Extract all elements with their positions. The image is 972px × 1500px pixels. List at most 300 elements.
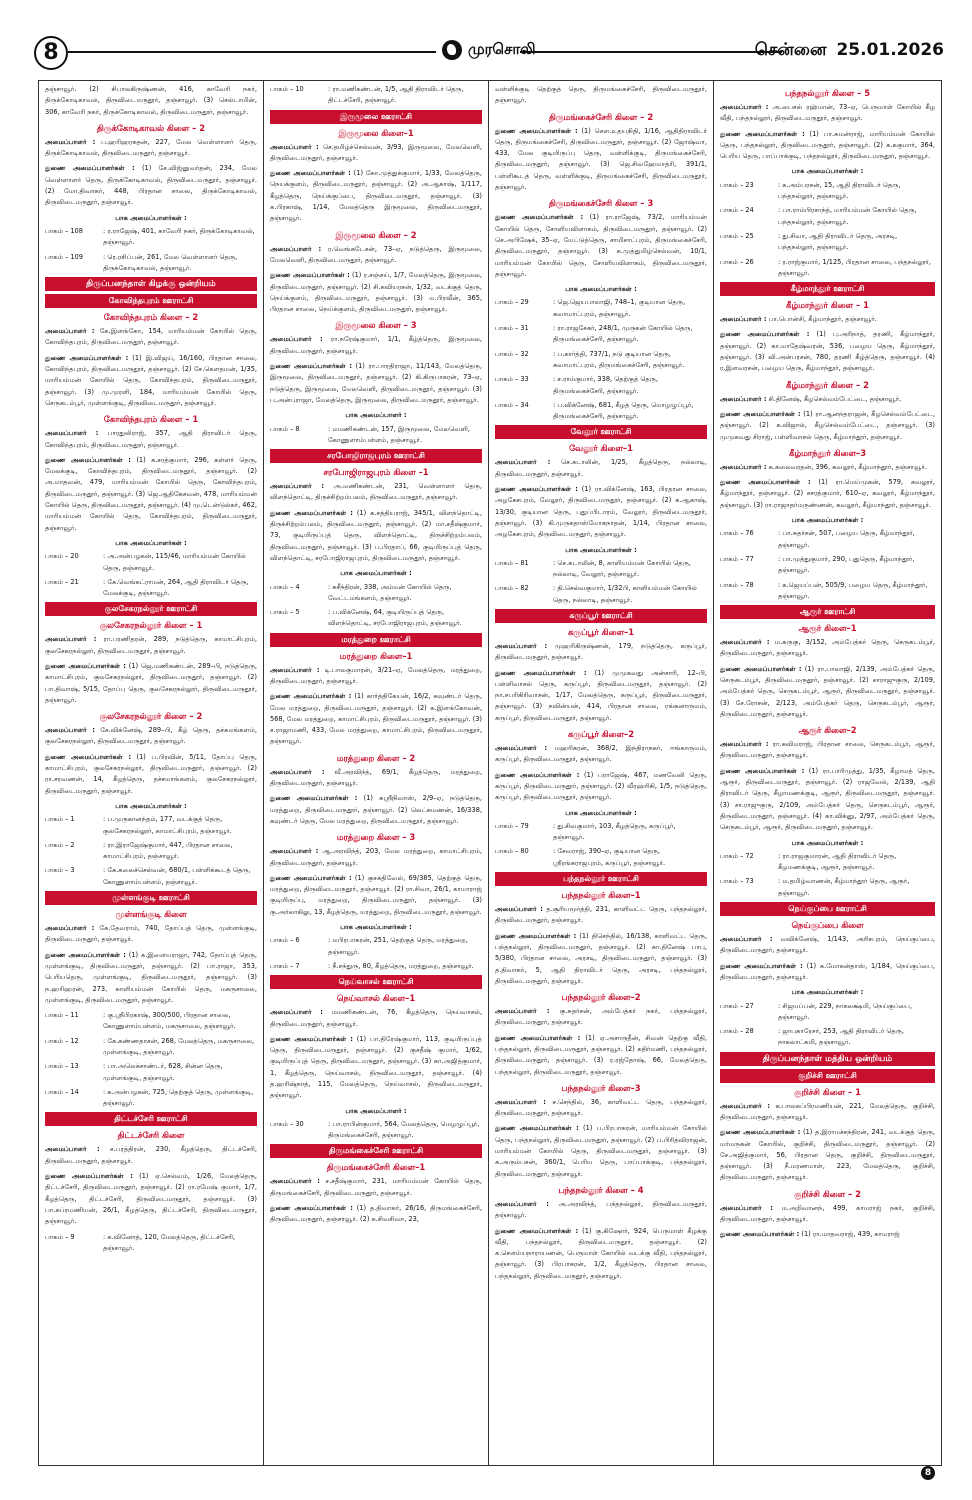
role-label: அமைப்பாளர் : xyxy=(45,137,96,146)
branch-heading: திருக்கோடிகாவல் கிளை – 2 xyxy=(96,122,206,133)
member-entry xyxy=(495,457,707,480)
ward-section-heading: பாக அமைப்பாளர்கள் : xyxy=(791,988,864,997)
branch-heading: இருமூலை கிளை – 3 xyxy=(335,320,417,331)
member-details: ச.செந்தில், 36, காளிவட்ட தெரு, பந்தநல்லூர், திருவிடைமருதூர், தஞ்சாவூர். xyxy=(495,1097,707,1118)
member-entry xyxy=(720,329,935,374)
member-details: (1) சே.விஜ்னுவர்தன், 234, மேல வெள்ளாளர் தெரு, திருக்கோடிகாவல், திருவிடைமருதூர், தஞ்சாவூர். (2) மோ.திவாகர், 448, பிரதான சாலை, திருக்கோடிகாவல், திருவிடைமருதூர், தஞ்சாவூர். xyxy=(45,164,257,207)
ward-number: பாகம் – 30 xyxy=(270,1119,304,1128)
ward-member: : கே.வெங்கட்ராமன், 264, ஆதி திராவிடர் தெரு, மேலக்குடி, தஞ்சாவூர். xyxy=(103,577,249,598)
role-label: துணை அமைப்பாளர்கள் : xyxy=(270,271,350,280)
ward-member: : பா.ராம்பிரசாந்த், மாரியம்மன் கோயில் தெரு, பந்தநல்லூர், தஞ்சாவூர். xyxy=(778,206,917,226)
role-label: அமைப்பாளர் : xyxy=(720,935,773,944)
member-entry xyxy=(270,481,482,504)
member-details: (1) முமுகவது அன்சாரி, 12–பி, பள்ளிவாசல் தெரு, கருப்பூர், திருவிடைமருதூர், தஞ்சாவூர். (2) நா.சபரிகிரிவாசன், 1/17, மேலத்தெரு, கருப்பூர், திருவிடைமருதூர், தஞ்சாவூர். (3) நவின்யன், 414, பிரதான சாலை, ரங்கனாருமம், கருப்பூர், திருவிடைமருதூர், தஞ்சாவூர். xyxy=(495,668,707,722)
ward-number: பாகம் – 109 xyxy=(45,252,83,261)
member-details: (1) பா.திரேஷ்குமார், 113, குடியிருப்புத் தெரு, திருவிடைமருதூர், தஞ்சாவூர். (2) குசதீஷ் குமார், 1/62, குடியிருப்புத் தெரு, திருவிடைமருதூர், தஞ்சாவூர். (3) கா.அஜித்குமார், 1, கீழத்தெரு, நெய்வாசல், திருவிடைமருதூர், தஞ்சாவூர். (4) த.ஹரிஷ்நாத், 115, மேலத்தெரு, நெய்வாசல், திருவிடைமருதூர், தஞ்சாவூர். xyxy=(270,1034,482,1100)
role-label: அமைப்பாளர் : xyxy=(270,847,319,856)
ward-member: : கு.ஸ்ரீபிரகாஷ், 300/500, பிரதான சாலை, கோணுளாம்பள்ளம், மகருசாலை, தஞ்சாவூர். xyxy=(103,1011,236,1031)
ward-number: பாகம் – 79 xyxy=(495,821,529,830)
role-label: துணை அமைப்பாளர்கள் : xyxy=(270,1034,353,1043)
role-label: அமைப்பாளர் : xyxy=(270,244,322,253)
role-label: அமைப்பாளர் : xyxy=(720,315,767,324)
role-label: அமைப்பாளர் : xyxy=(45,635,97,644)
ward-entry xyxy=(495,583,707,606)
member-entry xyxy=(720,102,935,125)
ward-section-heading: பாக அமைப்பாளர்கள் : xyxy=(340,569,412,578)
ward-member: : ப.விக்னேஷ், 681, கீழத் தெரு, மொழழுப்பூர், திருமங்கைச்சேரி, தஞ்சாவூர். xyxy=(553,400,694,421)
ward-number: பாகம் – 5 xyxy=(270,608,300,617)
member-details: (1) சௌ.உதயநிதி, 1/16, ஆதிதிராவிடர் தெரு, திருமங்கைச்சேரி, திருவிடைமருதூர், தஞ்சாவூர். (2) ஜோஷ்வா, 433, மேல குடியிருப்பு தெரு, வள்ளிக்குடி, திருமங்கைச்சேரி, திருவிடைமருதூர், தஞ்சாவூர். (3) ஜெ.சிவஹேமாத்ரி, 391/1, பள்ளிகூடத் தெரு, வள்ளிக்குடி, திருமங்கைச்சேரி, திருவிடைமருதூர், தஞ்சாவூர். xyxy=(495,126,707,192)
member-entry xyxy=(495,84,707,107)
member-entry xyxy=(720,1127,935,1183)
column-3 xyxy=(489,81,714,1465)
ward-member: : க.வினோத், 120, மேலத்தெரு, திட்டச்சேரி, தஞ்சாவூர். xyxy=(103,1232,236,1252)
member-details: (1) ரா.மாதவராஜ், 439, காமராஜ் xyxy=(799,1230,900,1239)
panchayat-banner: நெய்வாசல் ஊராட்சி xyxy=(270,975,482,989)
role-label: அமைப்பாளர் : xyxy=(495,641,548,650)
member-entry xyxy=(495,484,707,540)
role-label: அமைப்பாளர் : xyxy=(495,905,543,914)
ward-member: : பா.அலெக்சாண்டர், 628, சின்ன தெரு, முள்ளங்குடி, தஞ்சாவூர். xyxy=(103,1062,223,1082)
ward-member: : செ.சுடாலின், 8, காளியம்மன் கோயில் தெரு, நல்லாடி, வேலூர், தஞ்சாவூர். xyxy=(553,558,691,579)
member-details: கே.தேவராம், 740, தோப்புத் தெரு, முள்ளங்குடி, திருவிடைமருதூர், தஞ்சாவூர். xyxy=(45,924,257,944)
member-details: செ.தமிழ்ச்செல்வன், 3/93, இருமூலை, மேலவெளி, திருவிடைமருதூர், தஞ்சாவூர். xyxy=(270,142,482,162)
ward-member: : ஜெ.ஜெயபாலாஜி, 748–1, குடியான தெரு, சுவாமாட்புரம், தஞ்சாவூர். xyxy=(553,298,686,318)
role-label: துணை அமைப்பாளர்கள் : xyxy=(495,668,587,677)
ward-member: : ர.ராஜ்குமார், 1/125, பிரதான சாலை, பந்தநல்லூர், தஞ்சாவூர். xyxy=(778,257,931,277)
member-details: க.கலைவரதன், 396, கவலூர், கீழ்மாந்தூர், தஞ்சாவூர். xyxy=(766,462,927,471)
member-details: செ.சுடாலின், 1/25, கீழத்தெரு, நல்லாடி, திருவிடைமருதூர், தஞ்சாவூர். xyxy=(495,458,707,478)
role-label: துணை அமைப்பாளர்கள் : xyxy=(270,508,353,517)
member-entry xyxy=(45,661,257,706)
ward-member: : து.சிவா, ஆதி திராவிடர் தெரு, அரசடி, பந்தநல்லூர், தஞ்சாவூர். xyxy=(778,231,898,252)
member-entry xyxy=(45,84,257,118)
member-entry xyxy=(720,766,935,834)
panchayat-banner: குலசேகரநல்லூர் ஊராட்சி xyxy=(45,602,257,616)
role-label: துணை அமைப்பாளர்கள் : xyxy=(720,409,801,418)
role-label: துணை அமைப்பாளர்கள் : xyxy=(720,961,803,970)
column-4 xyxy=(714,81,941,1465)
branch-heading: மரத்துறை கிளை – 3 xyxy=(336,832,416,843)
member-details: (1) ரா.மெய்முகன், 579, கவலூர், கீழ்மாந்தூர், தஞ்சாவூர். (2) சசரத்குமார், 610–ஏ, கவலூர், கீழ்மாந்தூர், தஞ்சாவூர். (3) ரா.ராஜாதர்மருண்ணன், கவலூர், கீழ்மாந்தூர், தஞ்சாவூர். xyxy=(720,478,935,509)
member-details: முஹரிகிருஷ்ணன், 179, நடுத்தெரு, கருப்பூர், திருவிடைமருதூர், தஞ்சாவூர். xyxy=(495,641,707,662)
member-entry xyxy=(270,1034,482,1102)
member-details: (1) திசெந்தில், 16/138, காளிவட்ட தெரு, பந்தநல்லூர், திருவிடைமருதூர், தஞ்சாவூர். (2) கா.தினேஷ் பாபு, 5/380, பிரதான சாலை, அரசடி, திருவிடைமருதூர், தஞ்சாவூர். (3) த.திவாகர், 5, ஆதி திராவிடர் தெரு, அரசடி, பந்தநல்லூர், திருவிடைமருதூர், தஞ்சாவூர். xyxy=(495,931,707,985)
ward-entry xyxy=(45,252,257,275)
ward-number: பாகம் – 1 xyxy=(45,815,75,824)
member-entry xyxy=(270,508,482,564)
role-label: துணை அமைப்பாளர்கள் : xyxy=(45,1172,133,1181)
role-label: அமைப்பாளர் : xyxy=(720,1203,773,1212)
member-details: சே.விக்னேஷ், 289–பி, கீழ் தெரு, தச்சுமங்களம், குலசேகரநல்லூர், திருவிடைமருதூர், தஞ்சாவூர். xyxy=(45,726,257,746)
member-details: (1) ரா.பாரிமுத்து, 1/35, கீழாமத் தெரு, ஆரூர், திருவிடைமருதூர், தஞ்சாவூர். (2) ராஜவேல், 2/139, ஆதி திராவிடர் தெரு, கீழாமணக்குடி, ஆரூர், திருவிடைமருதூர், தஞ்சாவூர். (3) சா.ராஜுகுரு, 2/109, அம்பேத்கர் தெரு, செருகடம்பூர், ஆரூர், திருவிடைமருதூர், தஞ்சாவூர். (4) கா.விக்னு, 2/97, அம்பேத்கர் தெரு, செருகடம்பூர், ஆரூர், திருவிடைமருதூர், தஞ்சாவூர். xyxy=(720,766,935,832)
branch-heading: குலசேகரநல்லூர் கிளை – 1 xyxy=(99,620,203,631)
ward-entry xyxy=(45,226,257,249)
branch-heading: பந்தநல்லூர் கிளை – 5 xyxy=(784,88,871,98)
ward-number: பாகம் – 13 xyxy=(45,1062,79,1071)
member-details: ஆ.அரவிந்த், 203, மேல மரத்துறை, காமாட்சிபுரம், திருவிடைமருதூர், தஞ்சாவூர். xyxy=(270,847,482,867)
role-label: துணை அமைப்பாளர்கள் : xyxy=(270,873,352,882)
paper-logo xyxy=(442,40,536,60)
member-details: (1) ர.சஞ்சய், 1/7, மேலத்தெரு, இருமூலை, திருவிடைமருதூர், தஞ்சாவூர். (2) சி.சுவியரசன், 1/32, வடக்குத் தெரு, நெய்க்குளம், திருவிடைமருதூர், தஞ்சாவூர். (3) ம.பிரவீன், 365, பிரதான சாலை, நெய்க்குளம், திருவிடைமருதூர், தஞ்சாவூர். xyxy=(270,271,482,314)
member-entry xyxy=(495,904,707,927)
ward-number: பாகம் – 14 xyxy=(45,1087,79,1096)
ward-entry xyxy=(45,577,257,600)
ward-number: பாகம் – 25 xyxy=(720,231,754,240)
member-details: அ.மணிகண்டன், 231, வெள்ளாளர் தெரு, விளந்தொட்டி, திருச்சிற்றம்பலம், திருவிடைமருதூர், தஞ்சாவூர். xyxy=(270,482,482,502)
ward-member: : சுசீந்திரன், 338, அம்மன் கோயில் தெரு, வேட்டமங்களம், தஞ்சாவூர். xyxy=(328,582,452,602)
masthead-rule-left xyxy=(68,51,436,53)
panchayat-banner: மரத்துறை ஊராட்சி xyxy=(270,633,482,647)
member-entry xyxy=(45,950,257,1006)
member-entry xyxy=(270,270,482,315)
ward-entry xyxy=(45,1087,257,1110)
role-label: துணை அமைப்பாளர்கள் : xyxy=(270,1204,353,1213)
ward-number: பாகம் – 10 xyxy=(270,85,304,93)
ward-number: பாகம் – 23 xyxy=(720,180,754,189)
ward-member: : ப.கார்த்தி, 737/1, நடு குடியான தெரு, சுவாமாட்புரம், திருமங்கைச்சேரி, தஞ்சாவூர். xyxy=(553,349,685,369)
member-entry xyxy=(45,428,257,451)
role-label: அமைப்பாளர் : xyxy=(495,1199,549,1208)
ward-member: : ஜாபுகாரேசர், 253, ஆதி திராவிடர் தெரு, நாகலாட்சுமி, தஞ்சாவூர். xyxy=(778,1027,904,1047)
role-label: அமைப்பாளர் : xyxy=(495,1097,546,1106)
member-details: (1) ரா.விக்னேஷ், 163, பிரதான சாலை, அழகேசபுரம், வேலூர், திருவிடைமருதூர், தஞ்சாவூர். (2) க.ஆகாஷ், 13/30, குடியான தெரு, புதுப்பிடாரம், வேலூர், திருவிடைமருதூர், தஞ்சாவூர். (3) கி.முருகதாஸ்மோகநாதன், 1/14, பிரதான சாலை, அழகேசபுரம், திருவிடைமருதூர், தஞ்சாவூர். xyxy=(495,485,707,539)
ward-number: பாகம் – 8 xyxy=(270,424,300,433)
role-label: துணை அமைப்பாளர்கள் : xyxy=(45,661,126,670)
branch-heading: மரத்துறை கிளை–1 xyxy=(339,650,413,661)
member-entry xyxy=(270,168,482,224)
role-label: துணை அமைப்பாளர்கள் : xyxy=(270,692,352,701)
member-details: (1) ரா.ராஜேஷ், 73/2, மாரியம்மன் கோயில் தெரு, சோளியவிளாகம், திருவிடைமருதூர், தஞ்சாவூர். (2) செ.அபிஷேக், 35–ஏ, மேட்டுத்தெரு, சாமிசாட்புரம், திருமங்கைச்சேரி, திருவிடைமருதூர், தஞ்சாவூர். (3) சு.முத்துமிழ்செல்வன், 10/1, மாரியம்மன் கோயில் தெரு, சோளியவிளாகம், திருவிடைமருதூர், தஞ்சாவூர். xyxy=(495,213,707,278)
member-details: (1) ப.பிரபாகரன், மாரியம்மன் கோயில் தெரு, பந்தநல்லூர், திருவிடைமருதூர், தஞ்சாவூர். (2) ப.பிரித்விராஜன், மாரியம்மன் கோயில் தெரு, திருவிடைமருதூர், தஞ்சாவூர். (3) சு.அரும்பசன், 360/1, பெரிய தெரு, பாப்பாக்குடி, பந்தநல்லூர், திருவிடைமருதூர், தஞ்சாவூர். xyxy=(495,1124,707,1178)
role-label: துணை அமைப்பாளர்கள் : xyxy=(270,362,353,371)
branch-heading: பந்தநல்லூர் கிளை–2 xyxy=(561,992,641,1003)
member-details: வீ.அரவிந்த், 69/1, கீழத்தெரு, மரத்துறை, திருவிடைமருதூர், தஞ்சாவூர். xyxy=(270,767,482,788)
member-details: சி.தினேஷ், கீழசெல்வம்பேட்டை, தஞ்சாவூர். xyxy=(766,394,902,403)
member-details: ச.சதீஷ்குமார், 231, மாரியம்மன் கோயில் தெரு, திருமங்கைச்சேரி, திருவிடைமருதூர், தஞ்சாவூர். xyxy=(270,1177,482,1197)
role-label: அமைப்பாளர் : xyxy=(720,1101,770,1110)
member-details: கே.இளங்கோ, 154, மாரியம்மன் கோயில் தெரு, கோவிந்தபுரம், திருவிடைமருதூர், தஞ்சாவூர். xyxy=(45,327,257,347)
member-details: வள்ளிக்குடி தெற்குத் தெரு, திருமங்கைச்சேரி, திருவிடைமருதூர், தஞ்சாவூர். xyxy=(495,85,707,105)
member-entry xyxy=(45,137,257,160)
member-entry xyxy=(495,1226,707,1282)
role-label: அமைப்பாளர் : xyxy=(270,767,325,776)
branch-heading: குறிச்சி கிளை – 2 xyxy=(794,1188,861,1199)
member-entry xyxy=(720,934,935,957)
ward-entry xyxy=(45,1010,257,1033)
member-entry xyxy=(720,1101,935,1124)
role-label: துணை அமைப்பாளர்கள் : xyxy=(495,126,578,135)
role-label: துணை அமைப்பாளர்கள் : xyxy=(720,478,811,487)
murasoli-logo-icon xyxy=(442,40,462,60)
member-details: (1) ஏ.செல்வம், 1/26, மேலத்தெரு, திட்டச்சேரி, திருவிடைமருதூர், தஞ்சாவூர். (2) ரா.ரமேஷ் குமார், 1/7, கீழத்தெரு, திட்டச்சேரி, திருவிடைமருதூர், தஞ்சாவூர். (3) பா.சுப்ரமணியன், 26/1, கீழத்தெரு, திட்டச்சேரி, திருவிடைமருதூர், தஞ்சாவூர். xyxy=(45,1172,257,1226)
panchayat-banner: குறிச்சி ஊராட்சி xyxy=(720,1069,935,1083)
ward-member: : மமணிகண்டன், 157, இருமூலை, மேலவெளி, கோணுளாம்பள்ளம், தஞ்சாவூர். xyxy=(328,424,470,444)
ward-member: : கே.கண்ணதாசன், 268, மேலத்தெரு, மகருசாலை, முள்ளங்குடி, தஞ்சாவூர். xyxy=(103,1036,255,1056)
ward-number: பாகம் – 108 xyxy=(45,226,83,235)
ward-number: பாகம் – 31 xyxy=(495,324,529,333)
ward-number: பாகம் – 4 xyxy=(270,582,300,591)
member-entry xyxy=(45,923,257,946)
ward-member: : பா.ராபின்குமார், 564, மேலத்தெரு, மெழழுப்பூர், திருமங்கைச்சேரி, தஞ்சாவூர். xyxy=(328,1119,480,1140)
role-label: அமைப்பாளர் : xyxy=(45,924,95,933)
ward-entry xyxy=(720,851,935,874)
ward-section-heading: பாக அமைப்பாளர்கள் : xyxy=(115,801,187,810)
ward-entry xyxy=(495,323,707,346)
branch-heading: ஆரூர் கிளை–2 xyxy=(798,725,857,736)
member-details: ரா.நரேஷ்குமார், 1/1, கீழ்த்தெரு, இருமூலை, திருவிடைமருதூர், தஞ்சாவூர். xyxy=(270,335,482,355)
ward-number: பாகம் – 7 xyxy=(270,961,300,970)
ward-entry xyxy=(720,876,935,899)
ward-entry xyxy=(45,814,257,837)
ward-number: பாகம் – 21 xyxy=(45,577,79,586)
branch-heading: இருமூலை கிளை–1 xyxy=(338,127,414,138)
role-label: அமைப்பாளர் : xyxy=(495,744,548,753)
panchayat-banner: கருப்பூர் ஊராட்சி xyxy=(495,609,707,623)
member-entry xyxy=(720,1203,935,1226)
member-entry xyxy=(495,212,707,280)
branch-heading: இருமூலை கிளை – 2 xyxy=(335,229,417,240)
member-details: ரா.சுவிமராஜ், பிரதான சாலை, செருகடம்பூர், ஆரூர், திருவிடைமருதூர், தஞ்சாவூர். xyxy=(720,740,935,760)
column-2 xyxy=(264,81,489,1465)
ward-entry xyxy=(270,84,482,107)
member-entry xyxy=(45,725,257,748)
ward-entry xyxy=(495,297,707,320)
member-entry xyxy=(270,361,482,406)
member-details: (1) ஏ.அசாருதீன், சிவன் தெற்கு வீதி, பந்தநல்லூர், திருவிடைமருதூர், தஞ்சாவூர். (2) கதிர்மணி, பந்தநல்லூர், திருவிடைமருதூர், தஞ்சாவூர். (3) ர.ரஜ்தோஷ், 66, மேலத்தெரு, பந்தநல்லூர், திருவிடைமருதூர், தஞ்சாவூர். xyxy=(495,1033,707,1076)
ward-entry xyxy=(720,257,935,280)
member-entry xyxy=(720,664,935,720)
member-entry xyxy=(720,961,935,984)
member-details: (1) சுஸ்ரீநிவாஸ், 2/9–ஏ, நடுத்தெரு, மரத்துறை, திருவிடைமருதூர், தஞ்சாவூர். (2) லெட்சுமணன், 16/338, கவுண்டர் தெரு, மேல மரத்துறை, திருவிடைமருதூர், தஞ்சாவூர். xyxy=(270,794,482,825)
dateline xyxy=(755,40,944,62)
branch-heading: பந்தநல்லூர் கிளை–3 xyxy=(561,1082,641,1093)
ward-member: : ம.தமிழ்வாணன், கீழ்மாந்தூர் தெரு, ஆரூர், தஞ்சாவூர். xyxy=(778,877,910,897)
member-entry xyxy=(495,1097,707,1120)
ward-member: : க.அம்பரசன், 15, ஆதி திராவிடர் தெரு, பந்தநல்லூர், தஞ்சாவூர். xyxy=(778,180,901,201)
branch-heading: பந்தநல்லூர் கிளை – 4 xyxy=(558,1184,644,1195)
role-label: அமைப்பாளர் : xyxy=(720,394,767,403)
ward-entry xyxy=(45,1036,257,1059)
role-label: துணை அமைப்பாளர்கள் : xyxy=(45,164,135,173)
member-entry xyxy=(495,641,707,664)
ward-number: பாகம் – 11 xyxy=(45,1011,79,1020)
branch-heading: திட்டச்சேரி கிளை xyxy=(117,1130,185,1141)
member-details: தஞ்சாவூர். (2) சிபாலகிருஷ்ணன், 416, காவேரி நகர், திருக்கோடிகாவல், திருவிடைமருதூர், தஞ்சாவூர். (3) செல்டாமின், 306, காவேரி நகர், திருக்கோடிகாவல், திருவிடைமருதூர், தஞ்சாவூர். xyxy=(45,85,257,116)
role-label: அமைப்பாளர் : xyxy=(720,740,769,749)
member-entry xyxy=(495,126,707,194)
ward-member: : அ.அன்பழகன், 115/46, மாரியம்மன் கோயில் தெரு, தஞ்சாவூர். xyxy=(103,552,246,572)
ward-number: பாகம் – 27 xyxy=(720,1001,754,1010)
role-label: துணை அமைப்பாளர்கள் : xyxy=(720,330,810,339)
member-details: (1) குசக்திவேல், 69/385, தெற்குத் தெரு, மரத்துறை, திருவிடைமருதூர், தஞ்சாவூர். (2) ரா.சிவா, 26/1, காமாராஜ் குடியிருப்பு, மரத்துறை, திருவிடைமருதூர், தஞ்சாவூர். (3) கு.அர்லாகிலு, 13, கீழத்தெரு, மரத்துறை, திருவிடைமருதூர், தஞ்சாவூர். xyxy=(270,873,482,916)
branch-heading: கருப்பூர் கிளை–1 xyxy=(567,626,635,637)
role-label: துணை அமைப்பாளர்கள் : xyxy=(720,129,805,138)
member-entry xyxy=(720,477,935,511)
member-entry xyxy=(270,1007,482,1030)
member-details: (1) கார்த்திகேயன், 16/2, கவுண்டர் தெரு, மேல மரத்துறை, திருவிடைமருதூர், தஞ்சாவூர். (2) க.இளங்கோவன், 568, மேல மரத்துறை, காமாட்சிபுரம், திருவிடைமருதூர், தஞ்சாவூர். (3) ச.ராஜாமணி, 433, மேல மரத்துறை, காமாட்சிபுரம், திருவிடைமருதூர், தஞ்சாவூர். xyxy=(270,692,483,746)
member-details: க.பாலசுப்பிரமணியன், 221, மேலத்தெரு, குறிச்சி, திருவிடைமருதூர், தஞ்சாவூர். xyxy=(720,1101,935,1121)
member-entry xyxy=(45,634,257,657)
masthead-rule-right xyxy=(520,51,782,53)
ward-number: பாகம் – 82 xyxy=(495,584,529,593)
ward-member: : ச.ராம்குமார், 338, தெற்குத் தெரு, திருமங்கைச்சேரி, தஞ்சாவூர். xyxy=(553,375,658,395)
member-details: த.சூரியமூர்த்தி, 231, காளிவட்ட தெரு, பந்தநல்லூர், திருவிடைமருதூர், தஞ்சாவூர். xyxy=(495,905,707,925)
role-label: துணை அமைப்பாளர்கள் : xyxy=(720,664,802,673)
panchayat-banner: சரபோஜிராஜபுரம் ஊராட்சி xyxy=(270,449,482,463)
panchayat-banner: இருமூலை ஊராட்சி xyxy=(270,110,482,124)
page-number-badge: 8 xyxy=(34,36,68,70)
city-name: சென்னை xyxy=(754,40,827,60)
ward-member: : க.அன்பழகன், 725, தெற்குத் தெரு, முள்ளங்குடி, தஞ்சாவூர். xyxy=(103,1087,254,1108)
ward-number: பாகம் – 6 xyxy=(270,936,300,945)
paper-name: முரசொலி xyxy=(468,40,536,58)
member-entry xyxy=(720,394,935,405)
branch-heading: வேலூர் கிளை–1 xyxy=(569,443,633,454)
ward-section-heading: பாக அமைப்பாளர்கள் : xyxy=(340,923,412,932)
member-details: (1) பராஜேஷ், 467, மணவேலி தெரு, கருப்பூர், திருவிடைமருதூர், தஞ்சாவூர். (2) வீரஹரிகி, 1/5, நடுத்தெரு, கருப்பூர், திருவிடைமருதூர், தஞ்சாவூர். xyxy=(495,770,708,802)
ward-member: : ரா.ராஜகுமாரன், ஆதி திராவிடர் தெரு, கீழமணக்குடி, ஆரூர், தஞ்சாவூர். xyxy=(778,851,897,872)
ward-member: : தி.செல்வகுமார், 1/32பி, காளியம்மன் கோயில் தெரு, நல்லாடி, தஞ்சாவூர். xyxy=(553,584,697,604)
ward-section-heading: பாக அமைப்பாளர் : xyxy=(345,411,407,420)
member-details: ம.சுருகு, 3/152, அம்பேத்கர் தெரு, செருகடம்பூர், திருவிடைமருதூர், தஞ்சாவூர். xyxy=(720,638,936,658)
role-label: அமைப்பாளர் : xyxy=(45,429,99,438)
member-entry xyxy=(270,1176,482,1199)
role-label: அமைப்பாளர் : xyxy=(270,482,325,491)
role-label: துணை அமைப்பாளர்கள் : xyxy=(495,213,584,222)
ward-member: : கே.கலைச்செல்வன், 680/1, பள்ளிக்கூடத் தெரு, கோணுளாம்பள்ளம், தஞ்சாவூர். xyxy=(103,866,251,886)
ward-number: பாகம் – 29 xyxy=(495,298,529,307)
role-label: அமைப்பாளர் : xyxy=(45,327,95,336)
article-columns xyxy=(38,80,942,1466)
member-entry xyxy=(720,637,935,660)
ward-entry xyxy=(45,865,257,888)
ward-section-heading: பாக அமைப்பாளர்கள் : xyxy=(791,167,864,176)
member-entry xyxy=(495,1033,707,1078)
ward-entry xyxy=(720,528,935,551)
role-label: துணை அமைப்பாளர்கள் : xyxy=(495,770,580,779)
ward-member: : து.சிவகுமார், 103, கீழத்தெரு, கருப்பூர், தஞ்சாவூர். xyxy=(553,821,676,842)
ward-entry xyxy=(45,840,257,863)
branch-heading: கருப்பூர் கிளை–2 xyxy=(567,729,635,740)
panchayat-banner: கீழ்மாந்தூர் ஊராட்சி xyxy=(720,282,935,296)
branch-heading: முள்ளங்குடி கிளை xyxy=(115,909,187,920)
ward-entry xyxy=(495,846,707,869)
member-details: (1) கு.கிஷோர், 924, பெருமாள் கீழக்கு வீதி, பந்தநல்லூர், திருவிடைமருதூர், தஞ்சாவூர். (2) க.செளம்யநாராயணன், பெருமாள் கோயில் வடக்கு வீதி, பந்தநல்லூர், தஞ்சாவூர். (3) பிரபாகரன், 1/2, கீழத்தெரு, பிரதான சாலை, பந்தநல்லூர், திருவிடைமருதூர், தஞ்சாவூர். xyxy=(495,1226,707,1280)
ward-entry xyxy=(495,821,707,844)
member-entry xyxy=(270,767,482,790)
ward-entry xyxy=(270,582,482,605)
member-details: (1) பா.சுமன்ராஜ், மாரியம்மன் கோயில் தெரு, பந்தநல்லூர், திருவிடைமருதூர், தஞ்சாவூர். (2) க.சுகுமார், 364, பெரிய தெரு, பாப்பாக்குடி, பந்தநல்லூர், திருவிடைமருதூர், தஞ்சாவூர். xyxy=(720,129,935,161)
member-entry xyxy=(270,334,482,357)
member-details: பாரதுலிராஜ், 357, ஆதி திராவிடர் தெரு, கோவிந்தபுரம், திருவிடைமருதூர், தஞ்சாவூர். xyxy=(45,429,257,449)
member-details: ர.வெங்கடேசன், 73–ஏ, நடுத்தெரு, இருமூலை, மேலவெளி, திருவிடைமருதூர், தஞ்சாவூர். xyxy=(270,244,482,264)
member-details: (1) ரா.ஆனந்தராஜன், கீழசெல்வம்பேட்டை, தஞ்சாவூர். (2) க.விஜால், கீழசெல்வம்பேட்டை, தஞ்சாவூர். (3) முமுகவது சிராஜ், பள்ளிவாசல் தெரு, கீழ்மாந்தூர், தஞ்சாவூர். xyxy=(720,409,935,441)
member-details: டி.பாலகுமாரன், 3/21–ஏ, மேலத்தெரு, மரத்துறை, திருவிடைமருதூர், தஞ்சாவூர். xyxy=(270,665,482,685)
footer-page-number: 8 xyxy=(921,1466,935,1480)
panchayat-banner: திருமங்கைச்சேரி ஊராட்சி xyxy=(270,1144,482,1158)
member-details: (1) க.சரத்குமார், 296, கள்ளர் தெரு, மேலக்குடி, கோவிந்தபுரம், திருவிடைமருதூர், தஞ்சாவூர். (2) அ.மாதவன், 479, மாரியம்மன் கோயில் தெரு, கோவிந்தபுரம், திருவிடைமருதூர், தஞ்சாவூர். (3) ஜெ.ஆதிகேசவன், 478, மாரியம்மன் கோயில் தெரு, திருவிடைமருதூர், தஞ்சாவூர். (4) மு.டென்டுல்கர், 462, மாரியம்மன் கோயில் தெரு, கோவிந்தபுரம், திருவிடைமருதூர், தஞ்சாவூர். xyxy=(45,455,257,532)
ward-entry xyxy=(720,554,935,577)
member-entry xyxy=(270,846,482,869)
ward-member: : பா.முத்துகுமார், 290, புதுதெரு, கீழ்மாந்தூர், தஞ்சாவூர். xyxy=(778,554,915,575)
member-entry xyxy=(45,1144,257,1167)
ward-entry xyxy=(45,1061,257,1084)
role-label: அமைப்பாளர் : xyxy=(45,726,95,735)
ward-number: பாகம் – 33 xyxy=(495,375,529,384)
branch-heading: மரத்துறை கிளை – 2 xyxy=(336,752,416,763)
branch-heading: சரபோஜிராஜபுரம் கிளை –1 xyxy=(323,467,429,478)
ward-entry xyxy=(720,1001,935,1024)
role-label: துணை அமைப்பாளர்கள் : xyxy=(495,1124,579,1133)
panchayat-banner: கோவிந்தபுரம் ஊராட்சி xyxy=(45,294,257,308)
member-entry xyxy=(270,1203,482,1226)
member-entry xyxy=(720,1229,935,1240)
ward-number: பாகம் – 78 xyxy=(720,580,754,589)
role-label: அமைப்பாளர் : xyxy=(720,462,767,471)
role-label: துணை அமைப்பாளர்கள் : xyxy=(720,766,805,775)
member-entry xyxy=(720,129,935,163)
member-entry xyxy=(45,326,257,349)
role-label: அமைப்பாளர் : xyxy=(495,458,551,467)
branch-heading: பந்தநல்லூர் கிளை–1 xyxy=(561,890,641,901)
role-label: துணை அமைப்பாளர்கள் : xyxy=(720,1230,800,1239)
member-entry xyxy=(720,462,935,473)
ward-number: பாகம் – 77 xyxy=(720,554,754,563)
ward-section-heading: பாக அமைப்பாளர்கள் : xyxy=(791,838,864,847)
ward-entry xyxy=(495,374,707,397)
branch-heading: திருமங்கைச்சேரி கிளை–1 xyxy=(326,1162,426,1173)
branch-heading: கீழ்மாந்தூர் கிளை – 1 xyxy=(786,300,869,311)
role-label: அமைப்பாளர் : xyxy=(720,103,769,111)
member-entry xyxy=(720,739,935,762)
member-details: (1) கோ.முத்துக்குமார், 1/33, மேலத்தெரு, நெயக்குளம், திருவிடைமருதூர், தஞ்சாவூர். (2) அ.ஆகாஷ், 1/117, கீழத்தெரு, நெய்க்குப்பை, திருவிடைமருதூர், தஞ்சாவூர். (3) க.பிரகாஷ், 1/14, மேலத்தெரு இருமூலை, திருவிடைமருதூர், தஞ்சாவூர். xyxy=(270,169,482,223)
role-label: துணை அமைப்பாளர்கள் : xyxy=(495,931,577,940)
ward-member: : பா.சுதர்சன், 507, பழைய தெரு, கீழ்மாந்தூர், தஞ்சாவூர். xyxy=(778,529,915,549)
column-1 xyxy=(39,81,264,1465)
member-entry xyxy=(720,314,935,325)
branch-heading: நெய்குப்பை கிளை xyxy=(791,920,864,931)
member-entry xyxy=(45,455,257,534)
role-label: துணை அமைப்பாளர்கள் : xyxy=(495,1033,581,1042)
ward-member: : சேவராஜ், 390–ஏ, குடியான தெரு, ஸ்ரீரங்கராஜபுரம், கருப்பூர், தஞ்சாவூர். xyxy=(553,847,666,867)
role-label: துணை அமைப்பாளர்கள் : xyxy=(270,169,351,178)
ward-member: : ப.விக்னேஷ், 64, குடியிருப்புத் தெரு, விளந்தொட்டி, சரபோஜிராஜபுரம், தஞ்சாவூர். xyxy=(328,608,462,628)
branch-heading: கீழ்மாந்தூர் கிளை–3 xyxy=(788,447,867,458)
ward-number: பாகம் – 9 xyxy=(45,1232,75,1241)
ward-number: பாகம் – 28 xyxy=(720,1027,754,1036)
member-details: பா.பொன்சி, கீழ்மாந்தூர், தஞ்சாவூர். xyxy=(766,315,877,324)
member-details: மஹரிகரன், 368/2, இந்திராநகர், ஈங்காருமம், கருப்பூர், திருவிடைமருதூர், தஞ்சாவூர். xyxy=(495,744,707,764)
member-details: (1) ஜெ.மணிகண்டன், 289–பி, நடுத்தெரு, காமாட்சிபுரம், குலசேகரநல்லூர், திருவிடைமருதூர், தஞ்சாவூர். (2) பா.திவாஷ், 5/15, தோப்பு தெரு, குலசேகரநல்லூர், திருவிடைமருதூர், தஞ்சாவூர். xyxy=(45,661,257,704)
ward-member: : மபிரபாகரன், 251, தெற்குத் தெரு, மரத்துறை, தஞ்சாவூர். xyxy=(328,936,468,956)
member-details: (1) ரா.பாலாஜி, 2/139, அம்பேத்கர் தெரு, செருகடம்பூர், திருவிடைமருதூர், தஞ்சாவூர். (2) சாராஜுகுரு, 2/109, அம்பேத்கர் தெரு, செருகடம்பூர், ஆரூர், திருவிடைமருதூர், தஞ்சாவூர். (3) சே.ரோசன், 2/123, அம்பேத்கர் தெரு, செருகடம்பூர், ஆரூர், திருவிடைமருதூர், தஞ்சாவூர். xyxy=(720,664,935,718)
role-label: அமைப்பாளர் : xyxy=(270,1008,323,1017)
role-label: அமைப்பாளர் : xyxy=(495,1007,550,1016)
ward-entry xyxy=(270,607,482,630)
member-entry xyxy=(720,409,935,443)
ward-section-heading: பாக அமைப்பாளர் : xyxy=(345,1106,407,1115)
branch-heading: கோவிந்தபுரம் கிளை – 1 xyxy=(103,414,199,425)
ward-member: : க.ஜெயப்பன், 505/9, பழைய தெரு, கீழ்மாந்தூர், தஞ்சாவூர். xyxy=(778,580,928,600)
ward-member: : ரா.ராஜசேகர், 248/1, முருகன் கோயில் தெரு, திருமங்கைச்சேரி, தஞ்சாவூர். xyxy=(553,324,693,344)
ward-number: பாகம் – 72 xyxy=(720,851,754,860)
panchayat-banner: முள்ளங்குடி ஊராட்சி xyxy=(45,891,257,905)
member-details: (1) பு.அரிநாத், தரணி, கீழ்மாந்தூர், தஞ்சாவூர். (2) கா.மாதேஷ்வரன், 536, பழைய தெரு, கீழ்மாந்தூர், தஞ்சாவூர். (3) வி.அன்பரசன், 780, தரணி கீழ்த்தெரு, தஞ்சாவூர். (4) ர.இளவரசன், பழைய தெரு, கீழ்மாந்தூர், தஞ்சாவூர். xyxy=(720,330,935,373)
role-label: அமைப்பாளர் : xyxy=(270,1177,320,1186)
panchayat-banner: பந்தநல்லூர் ஊராட்சி xyxy=(495,872,707,886)
branch-heading: திருமங்கைச்சேரி கிளை – 3 xyxy=(548,198,654,209)
